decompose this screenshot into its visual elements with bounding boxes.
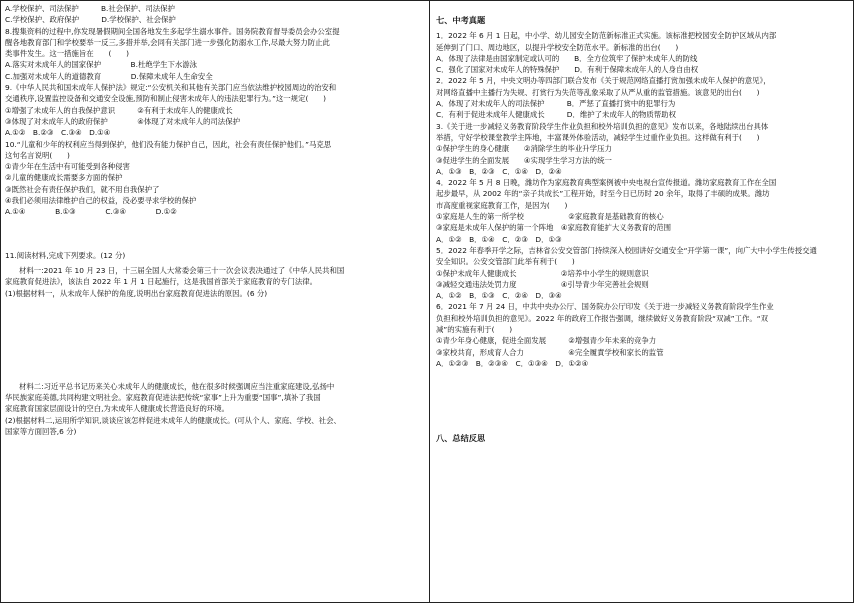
r-q5-statement: ①保护未成年人健康成长 ②培养中小学生的规则意识 <box>436 268 649 278</box>
r-q1-stem: 延伸到了门口、周边地区，以提升学校安全防范水平。新标准的出台( ) <box>436 42 679 52</box>
q11-question-2: 国家等方面回答,6 分) <box>5 427 77 437</box>
r-q6-statement: ③家校共育，形成育人合力 ④完全履責学校和家长的监管 <box>436 347 664 357</box>
q11-heading: 11.阅读材料,完成下列要求。(12 分) <box>5 250 126 260</box>
r-q1-options-ab: A．体现了法律是由国家制定或认可的 B．全方位筑牢了保护未成年人的防线 <box>436 53 698 63</box>
q10-options: A.①④ B.①③ C.③④ D.①② <box>5 207 177 217</box>
q10-statement: ①青少年在生活中有可能受到各种侵害 <box>5 162 130 172</box>
spacer <box>5 218 421 250</box>
q11-material-1: 材料一:2021 年 10 月 23 日，十三届全国人大常委会第三十一次会议表决通过了《中华人民共和国 <box>19 265 345 275</box>
q7-options-ab: A.学校保护、司法保护 B.社会保护、司法保护 <box>5 4 175 13</box>
q8-options-ab: A.落实对未成年人的国家保护 B.杜绝学生下水游泳 <box>5 60 198 70</box>
r-q4-stem: 4．2022 年 5 月 8 日晚，潍坊作为家庭教育典型案例被中央电视台宣传报道。潍坊家庭教育工作在全国 <box>436 178 777 188</box>
right-column <box>436 3 846 445</box>
r-q2-options-cd: C．有利于促进未成年人健康成长 D．维护了未成年人的物质帮助权 <box>436 110 676 120</box>
q11-question-1: (1)根据材料一，从未成年人保护的角度,说明出台家庭教育促进法的原因。(6 分) <box>5 288 268 298</box>
spacer <box>436 3 846 15</box>
q11-material-2: 家庭教育国家层面设计的空白,为未成年人健康成长营造良好的环境。 <box>5 404 230 414</box>
q11-material-1: 家庭教育促进法》，该法自 2022 年 1 月 1 日起施行，这是我国首部关于家庭教育的专门法律。 <box>5 277 318 287</box>
column-divider <box>429 0 430 603</box>
r-q6-options: A．①②③ B．②③④ C．①③④ D．①②④ <box>436 358 589 368</box>
q10-statement: ③既然社会有责任保护我们，就不用自我保护了 <box>5 184 160 194</box>
r-q6-statement: ①青少年身心健康，促进全面发展 ②增强青少年未来的竞争力 <box>436 336 657 346</box>
r-q4-stem: 起步最早，从 2002 年的“亲子共成长”工程开始，时至今日已历时 20 余年，取得了丰硕的成果。潍坊 <box>436 189 770 199</box>
q11-material-2: 材料二:习近平总书记历来关心未成年人的健康成长，他在很多时候强调应当注重家庭建设,弘扬中 <box>19 381 335 391</box>
r-q3-statement: ③促进学生的全面发展 ④实现学生学习方法的统一 <box>436 155 612 165</box>
answer-space <box>5 361 421 381</box>
q8-stem: 醒各地教育部门和学校要举一反三,多措并举,会同有关部门进一步强化防溺水工作,尽最大努力防止此 <box>5 37 330 47</box>
section-heading-exam-questions: 七、中考真题 <box>436 15 486 25</box>
left-column <box>5 3 421 437</box>
r-q2-stem: 2．2022 年 5 月，中央文明办等四部门联合发布《关于规范网络直播打赏加强未成年人保护的意见》， <box>436 76 771 86</box>
q9-statement: ①增强了未成年人的自我保护意识 ②有利于未成年人的健康成长 <box>5 105 233 115</box>
q8-options-cd: C.加强对未成年人的道德教育 D.保障未成年人生命安全 <box>5 71 213 81</box>
r-q4-statement: ①家庭是人生的第一所学校 ②家庭教育是基础教育的核心 <box>436 212 664 222</box>
r-q5-statement: ③减轻交通违法处罚力度 ④引导青少年完善社会规则 <box>436 279 649 289</box>
answer-space <box>5 299 421 361</box>
r-q5-stem: 5．2022 年春季开学之际，吉林省公安交管部门持续深入校园讲好交通安全“开学第一课”，向广大中小学生传授交通 <box>436 245 817 255</box>
r-q1-options-cd: C．强化了国家对未成年人的特殊保护 D．有利于保障未成年人的人身自由权 <box>436 65 699 75</box>
r-q6-stem: 6．2021 年 7 月 24 日，中共中央办公厅、国务院办公厅印发《关于进一步减轻义务教育阶段学生作业 <box>436 302 774 312</box>
section-heading-summary: 八、总结反思 <box>436 433 486 444</box>
q11-question-2: (2)根据材料二,运用所学知识,谈谈应该怎样促进未成年人的健康成长。(可从个人、家庭、学校、社会、 <box>5 415 341 425</box>
q10-stem: 10.“儿童和少年的权利应当得到保护，他们没有能力保护自己，因此，社会有责任保护他们。”马克思 <box>5 139 332 149</box>
q8-stem: 类事件发生。这一措施旨在 ( ) <box>5 49 130 59</box>
q9-statement: ③体现了对未成年人的政府保护 ④体现了对未成年人的司法保护 <box>5 116 240 126</box>
r-q4-statement: ③家庭是未成年人保护的第一个阵地 ④家庭教育能扩大义务教育的范围 <box>436 223 671 233</box>
r-q3-statement: ①保护学生的身心健康 ②消除学生的毕业升学压力 <box>436 144 612 154</box>
r-q5-stem: 安全知识。公安交管部门此举有利于( ) <box>436 257 575 267</box>
q10-statement: ②儿童的健康成长需要多方面的保护 <box>5 173 123 183</box>
q9-options: A.①② B.②③ C.③④ D.①④ <box>5 128 111 138</box>
q7-options-cd: C.学校保护、政府保护 D.学校保护、社会保护 <box>5 15 176 25</box>
r-q3-options: A．①③ B．②③ C．①④ D．②④ <box>436 166 562 176</box>
r-q4-options: A．①② B．①④ C．②③ D．①③ <box>436 234 562 244</box>
r-q4-stem: 市高度重视家庭教育工作，是因为( ) <box>436 200 568 210</box>
q11-material-2: 华民族家庭美德,共同构建文明社会。家庭教育促进法把传统“家事”上升为重要“国事”,填补了我国 <box>5 393 321 403</box>
r-q6-stem: 负担和校外培训负担的意见》。2022 年的政府工作报告强调，继续做好义务教育阶段“双减”工作。“双 <box>436 313 768 323</box>
r-q1-stem: 1．2022 年 6 月 1 日起，中小学、幼儿园安全防范新标准正式实施。该标准把校园安全防护区域从内部 <box>436 31 777 41</box>
r-q3-stem: 举措，守好学校课堂教学主阵地，丰富课外体验活动，减轻学生过重作业负担。这样做有利于( ) <box>436 132 760 142</box>
r-q2-stem: 对网络直播中主播行为失规、打赏行为失范等乱象采取了从严从重的监管措施。该意见的出台( ) <box>436 87 760 97</box>
q9-stem: 9.《中华人民共和国未成年人保护法》规定:“公安机关和其他有关部门应当依法维护校园周边的治安和 <box>5 83 337 93</box>
r-q3-stem: 3.《关于进一步减轻义务教育阶段学生作业负担和校外培训负担的意见》发布以来，各地陆续出台具体 <box>436 121 769 131</box>
r-q2-options-ab: A．体现了对未成年人的司法保护 B．严惩了直播打赏中的犯罪行为 <box>436 99 676 109</box>
q9-stem: 交通秩序,设置监控设备和交通安全设施,预防和制止侵害未成年人的违法犯罪行为。”这一规定( ) <box>5 94 327 104</box>
r-q6-stem: 减”的实施有利于( ) <box>436 325 513 335</box>
spacer <box>436 369 846 433</box>
r-q5-options: A．①② B．①③ C．②④ D．③④ <box>436 291 562 301</box>
q10-statement: ④我们必须用法律维护自己的权益，没必要寻求学校的保护 <box>5 196 197 206</box>
q10-stem: 这句名言说明( ) <box>5 150 70 160</box>
q8-stem: 8.搜集资料的过程中,你发现暑假期间全国各地发生多起学生溺水事件。国务院教育督导委员会办公室提 <box>5 26 340 36</box>
